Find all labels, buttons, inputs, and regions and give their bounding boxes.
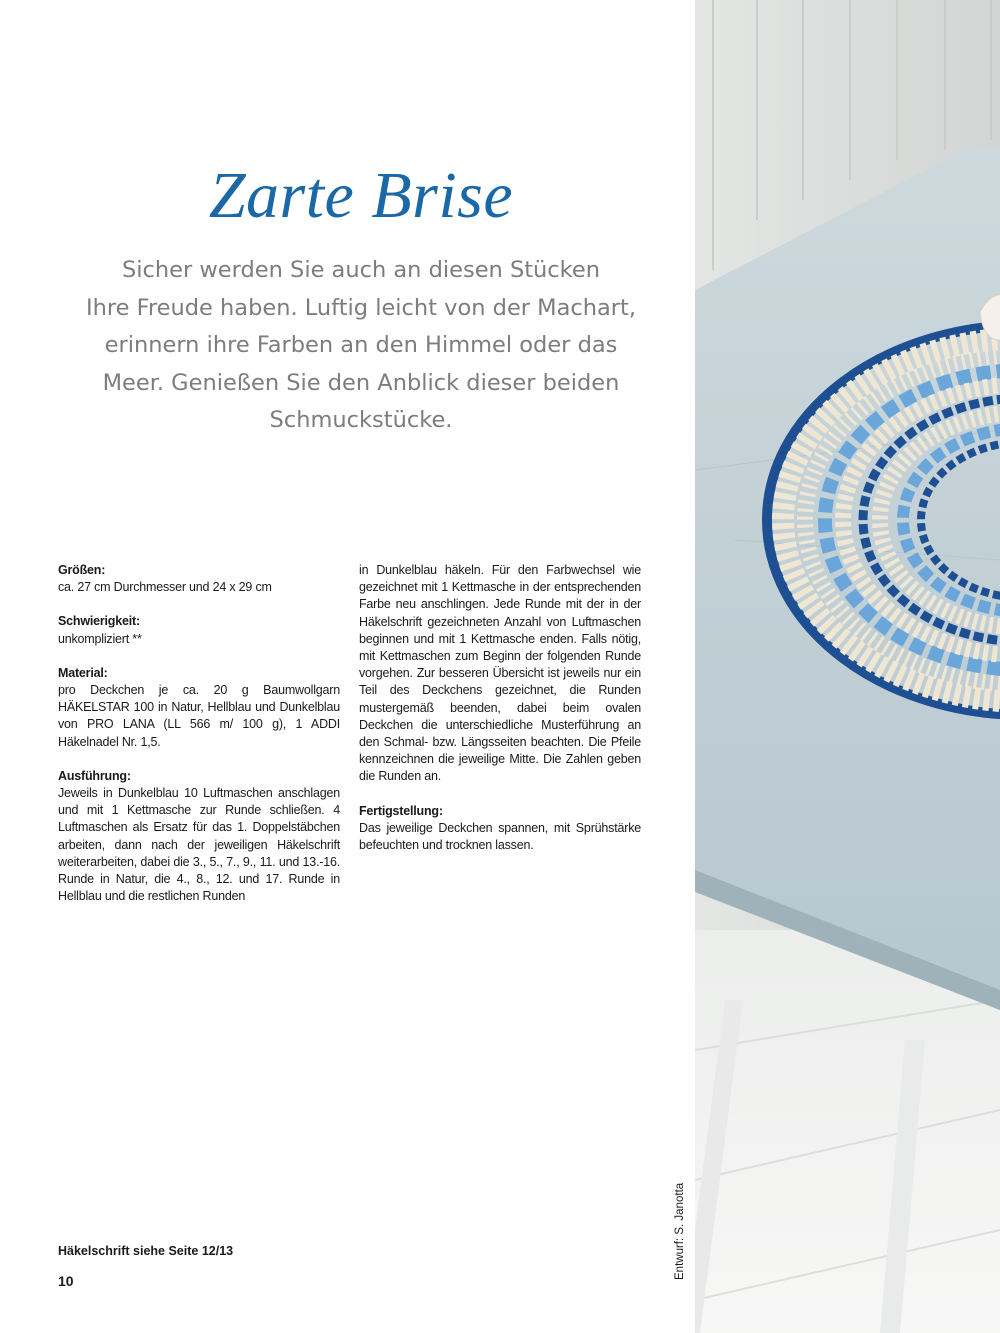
- section-difficulty: [58, 613, 340, 647]
- section-material: [58, 665, 340, 751]
- page-number: 10: [58, 1273, 74, 1289]
- section-finishing: [359, 803, 641, 855]
- difficulty-heading: Schwierigkeit:: [58, 614, 140, 629]
- section-sizes: [58, 562, 340, 596]
- section-execution: [58, 768, 340, 906]
- footer-reference: Häkelschrift siehe Seite 12/13: [58, 1244, 234, 1258]
- design-credit: Entwurf: S. Janotta: [674, 1182, 686, 1280]
- page-title: Zarte Brise: [208, 159, 514, 232]
- intro-text: Sicher werden Sie auch an diesen Stücken Ihre Freude haben. Luftig leicht von der Machart, erinnern ihre Farben an den Himmel oder das Meer. Genießen Sie den Anblick dieser beiden Schmuckstücke.: [85, 257, 637, 433]
- right-column: [359, 562, 641, 871]
- finishing-text: Das jeweilige Deckchen spannen, mit Sprühstärke befeuchten und trocknen lassen.: [359, 820, 641, 853]
- doily-photo: [695, 0, 1000, 1333]
- sizes-text: ca. 27 cm Durchmesser und 24 x 29 cm: [58, 580, 272, 595]
- execution-text: Jeweils in Dunkelblau 10 Luftmaschen anschlagen und mit 1 Kettmasche zur Runde schließen. 4 Luftmaschen als Ersatz für das 1. Doppelstäbchen arbeiten, dann nach der jeweiligen Häkelschrift weiterarbeiten, dabei die 3., 5., 7., 9., 11. und 13.-16. Runde in Natur, die 4., 8., 12. und 17. Runde in Hellblau und die restlichen Runden: [58, 786, 340, 904]
- left-column: [58, 562, 340, 922]
- section-execution-continued: [359, 562, 641, 786]
- difficulty-text: unkompliziert **: [58, 631, 142, 646]
- material-heading: Material:: [58, 665, 108, 680]
- finishing-heading: Fertigstellung:: [359, 803, 443, 818]
- execution-continued-text: in Dunkelblau häkeln. Für den Farbwechsel wie gezeichnet mit 1 Kettmasche in der entsprechenden Farbe neu anschlingen. Jede Runde mit der in der Häkelschrift gezeichneten Anzahl von Luftmaschen beginnen und mit 1 Kettmasche enden. Falls nötig, mit Kettmaschen zum Beginn der folgenden Runde vorgehen. Zur besseren Übersicht ist jeweils nur ein Teil des Deckchens gezeichnet, die Runden mustergemäß beenden, dabei beim ovalen Deckchen die unterschiedliche Musterführung an den Schmal- bzw. Längsseiten beachten. Die Pfeile kennzeichnen die jeweilige Mitte. Die Zahlen geben die Runden an.: [359, 563, 641, 784]
- execution-heading: Ausführung:: [58, 768, 131, 783]
- material-text: pro Deckchen je ca. 20 g Baumwollgarn HÄKELSTAR 100 in Natur, Hellblau und Dunkelblau von PRO LANA (LL 566 m/ 100 g), 1 ADDI Häkelnadel Nr. 1,5.: [58, 683, 340, 749]
- sizes-heading: Größen:: [58, 563, 106, 577]
